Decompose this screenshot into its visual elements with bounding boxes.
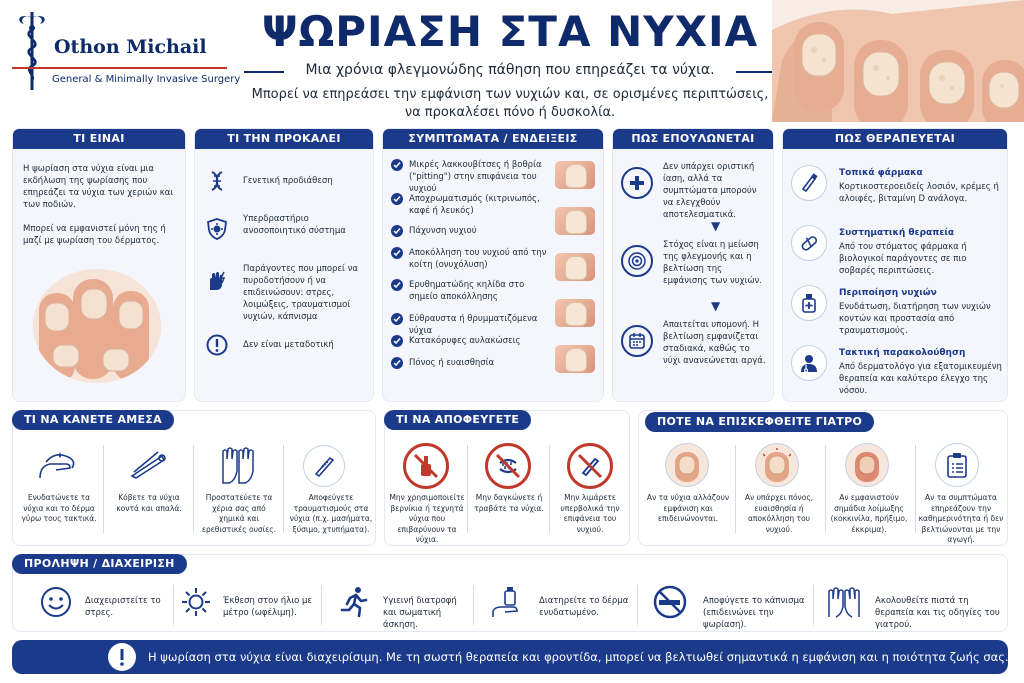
no-filing-icon [567, 443, 613, 489]
dna-icon [205, 169, 229, 193]
see-doctor-text: Αν εμφανιστούν σημάδια λοίμωξης (κοκκινίλα, πρήξιμο, έκκριμα). [830, 493, 908, 534]
causes-card[interactable] [194, 128, 374, 402]
symptom-item: Κατακόρυφες αυλακώσεις [391, 335, 551, 347]
finger-nails-image [33, 269, 161, 383]
divider [549, 445, 550, 533]
avoid-text: Μην λιμάρετε υπερβολικά την επιφάνεια του νυχιού. [560, 493, 620, 534]
cause-text: Υπερδραστήριο ανοσοποιητικό σύστημα [243, 214, 346, 236]
see-doctor-text: Αν υπάρχει πόνος, ευαισθησία ή αποκόλληση του νυχιού. [744, 493, 814, 534]
do-now-card[interactable] [12, 410, 376, 546]
healing-card[interactable] [612, 128, 774, 402]
footer-text: Η ψωρίαση στα νύχια είναι διαχειρίσιμη. Με τη σωστή θεραπεία και φροντίδα, μπορεί να βελτιωθεί σημαντικά η εμφάνιση και η ποιότητα ζωής σας. [148, 650, 1009, 664]
logo-name: Othon Michail [54, 36, 207, 58]
hands-icon [825, 583, 863, 621]
check-icon [391, 313, 403, 325]
runner-icon [337, 585, 371, 619]
prevention-text: Διαχειριστείτε το στρες. [85, 596, 161, 618]
treatment-head: Συστηματική θεραπεία [839, 228, 955, 238]
what-is-text-1: Η ψωρίαση στα νύχια είναι μια εκδήλωση της ψωρίασης που επηρεάζει τα νύχια των χεριών και των ποδιών. [23, 164, 174, 210]
check-icon [391, 279, 403, 291]
treatment-card[interactable] [782, 128, 1008, 402]
page-tagline: Μια χρόνια φλεγμονώδης πάθηση που επηρεάζει τα νύχια. [250, 62, 770, 78]
symptom-item: Αποκόλληση του νυχιού από την κοίτη (ονυχόλυση) [391, 247, 551, 271]
prevention-title: ΠΡΟΛΗΨΗ / ΔΙΑΧΕΙΡΙΣΗ [12, 554, 187, 574]
see-doctor-text: Αν τα συμπτώματα επηρεάζουν την καθημερινότητα ή δεν βελτιώνονται με την αγωγή. [918, 493, 1004, 544]
do-now-text: Αποφεύγετε τραυματισμούς στα νύχια (π.χ. μασήματα, ξύσιμο, χτυπήματα). [289, 493, 373, 534]
no-nail-polish-icon [403, 443, 449, 489]
cause-text: Γενετική προδιάθεση [243, 176, 333, 186]
arrow-down-icon: ▼ [711, 219, 721, 233]
gloves-icon [213, 443, 263, 487]
symptom-item: Μικρές λακκουβίτσες ή βοθρία ("pitting") στην επιφάνεια του νυχιού [391, 159, 551, 195]
do-now-title: ΤΙ ΝΑ ΚΑΝΕΤΕ ΑΜΕΣΑ [12, 410, 174, 430]
medical-cross-icon [621, 167, 653, 199]
footer-banner [12, 640, 1008, 674]
nail-photo [555, 345, 595, 373]
symptom-item: Πόνος ή ευαισθησία [391, 357, 551, 369]
hand-bolt-icon [205, 269, 229, 293]
see-doctor-title: ΠΟΤΕ ΝΑ ΕΠΙΣΚΕΦΘΕΙΤΕ ΓΙΑΤΡΟ [645, 412, 874, 432]
do-now-text: Ενυδατώνετε τα νύχια και το δέρμα γύρω τους τακτικά. [21, 493, 97, 523]
treatment-text: Από δερματολόγο για εξατομικευμένη θεραπεία και καλύτερο έλεγχο της νόσου. [839, 362, 1002, 396]
treatment-text: Ενυδάτωση, διατήρηση των νυχιών κοντών και προστασία από τραυματισμούς. [839, 302, 991, 336]
logo-subtitle: General & Minimally Invasive Surgery [52, 74, 241, 85]
treatment-head: Περιποίηση νυχιών [839, 288, 937, 298]
healing-text: Στόχος είναι η μείωση της φλεγμονής και η βελτίωση της εμφάνισης των νυχιών. [663, 240, 763, 286]
symptom-item: Πάχυνση νυχιού [391, 225, 551, 237]
do-now-text: Κόβετε τα νύχια κοντά και απαλά. [116, 493, 182, 513]
brand-logo[interactable] [8, 6, 241, 98]
nail-photo [555, 207, 595, 235]
causes-title: ΤΙ ΤΗΝ ΠΡΟΚΑΛΕΙ [195, 129, 373, 149]
nail-photo [555, 253, 595, 281]
prevention-text: Αποφύγετε το κάπνισμα (επιδεινώνει την ψωρίαση). [703, 596, 805, 630]
lotion-bottle-icon [791, 285, 827, 321]
check-icon [391, 159, 403, 171]
prevention-text: Υγιεινή διατροφή και σωματική άσκηση. [383, 596, 457, 630]
do-now-text: Προστατεύετε τα χέρια σας από χημικά και ερεθιστικές ουσίες. [201, 493, 277, 534]
nail-change-image [665, 443, 709, 487]
symptom-item: Αποχρωματισμός (κιτρινωπός, καφέ ή λευκός) [391, 193, 551, 217]
check-icon [391, 225, 403, 237]
hero-hand-image [772, 0, 1024, 122]
avoid-text: Μην δαγκώνετε ή τραβάτε τα νύχια. [474, 493, 544, 513]
clipboard-icon [935, 443, 979, 487]
prevention-text: Διατηρείτε το δέρμα ενυδατωμένο. [539, 596, 629, 618]
pill-capsule-icon [791, 225, 827, 261]
sun-icon [179, 585, 213, 619]
check-icon [391, 357, 403, 369]
avoid-text: Μην χρησιμοποιείτε βερνίκια ή τεχνητά νύχια που επιβαρύνουν τα νύχια. [389, 493, 465, 544]
doctor-icon [791, 345, 827, 381]
divider [473, 585, 474, 625]
divider [103, 445, 104, 533]
healing-title: ΠΩΣ ΕΠΟΥΛΩΝΕΤΑΙ [613, 129, 773, 149]
see-doctor-text: Αν τα νύχια αλλάζουν εμφάνιση και επιδεινώνονται. [646, 493, 730, 523]
avoid-title: ΤΙ ΝΑ ΑΠΟΦΕΥΓΕΤΕ [384, 410, 531, 430]
symptoms-card[interactable] [382, 128, 604, 402]
nail-clipper-icon [123, 445, 173, 485]
cause-text: Δεν είναι μεταδοτική [243, 340, 334, 350]
nail-infection-image [845, 443, 889, 487]
page-intro [240, 86, 780, 122]
treatment-head: Τοπικά φάρμακα [839, 168, 923, 178]
healing-text: Δεν υπάρχει οριστική ίαση, αλλά τα συμπτώματα μπορούν να ελεγχθούν αποτελεσματικά. [663, 162, 757, 220]
treatment-title: ΠΩΣ ΘΕΡΑΠΕΥΕΤΑΙ [783, 129, 1007, 149]
treatment-head: Τακτική παρακολούθηση [839, 348, 966, 358]
check-icon [391, 193, 403, 205]
divider [813, 585, 814, 625]
check-icon [391, 335, 403, 347]
healing-text: Απαιτείται υπομονή. Η βελτίωση εμφανίζεται σταδιακά, καθώς το νύχι ανανεώνεται αργά. [663, 320, 766, 366]
see-doctor-card[interactable] [638, 410, 1008, 546]
prevention-card[interactable] [12, 554, 1008, 632]
symptoms-title: ΣΥΜΠΤΩΜΑΤΑ / ΕΝΔΕΙΞΕΙΣ [383, 129, 603, 149]
divider [173, 585, 174, 625]
prevention-text: Έκθεση στον ήλιο με μέτρο (ωφέλιμη). [223, 596, 312, 618]
divider [193, 445, 194, 533]
no-smoking-icon [651, 583, 689, 621]
arrow-down-icon: ▼ [711, 299, 721, 313]
intro-line-1: Μπορεί να επηρεάσει την εμφάνιση των νυχιών και, σε ορισμένες περιπτώσεις, [251, 87, 769, 102]
divider [321, 585, 322, 625]
calendar-icon [621, 325, 653, 357]
avoid-card[interactable] [384, 410, 630, 546]
nail-file-icon [303, 445, 345, 487]
what-is-title: ΤΙ ΕΙΝΑΙ [13, 129, 185, 149]
page-title: ΨΩΡΙΑΣΗ ΣΤΑ ΝΥΧΙΑ [261, 7, 759, 56]
prevention-text: Ακολουθείτε πιστά τη θεραπεία και τις οδηγίες του γιατρού. [875, 596, 1000, 630]
check-icon [391, 247, 403, 259]
shield-virus-icon [205, 217, 229, 241]
exclamation-icon [205, 333, 229, 357]
symptom-item: Ερυθηματώδης κηλίδα στο σημείο αποκόλλησης [391, 279, 551, 303]
nail-pain-image [755, 443, 799, 487]
moisturize-hands-icon [33, 445, 83, 485]
divider [467, 445, 468, 533]
intro-line-2: να προκαλέσει πόνο ή δυσκολία. [404, 105, 616, 120]
nail-photo [555, 299, 595, 327]
logo-divider [12, 67, 227, 69]
divider [637, 585, 638, 625]
info-exclamation-icon [108, 643, 136, 671]
no-nail-biting-icon [485, 443, 531, 489]
lotion-icon [489, 583, 527, 621]
cause-text: Παράγοντες που μπορεί να πυροδοτήσουν ή να επιδεινώσουν: στρες, λοιμώξεις, τραυματισμοί νυχιών, κάπνισμα [243, 264, 358, 322]
caduceus-icon [14, 8, 50, 94]
what-is-card[interactable] [12, 128, 186, 402]
treatment-text: Κορτικοστεροειδείς λοσιόν, κρέμες ή αλοιφές, βιταμίνη D ανάλογα. [839, 182, 999, 204]
treatment-text: Από του στόματος φάρμακα ή βιολογικοί παράγοντες σε πιο σοβαρές περιπτώσεις. [839, 242, 967, 276]
symptom-item: Εύθραυστα ή θρυμματιζόμενα νύχια [391, 313, 551, 337]
smiley-icon [39, 585, 73, 619]
ointment-tube-icon [791, 165, 827, 201]
nail-photo [555, 161, 595, 189]
what-is-text-2: Μπορεί να εμφανιστεί μόνη της ή μαζί με ψωρίαση του δέρματος. [23, 224, 166, 246]
divider [283, 445, 284, 533]
target-icon [621, 245, 653, 277]
